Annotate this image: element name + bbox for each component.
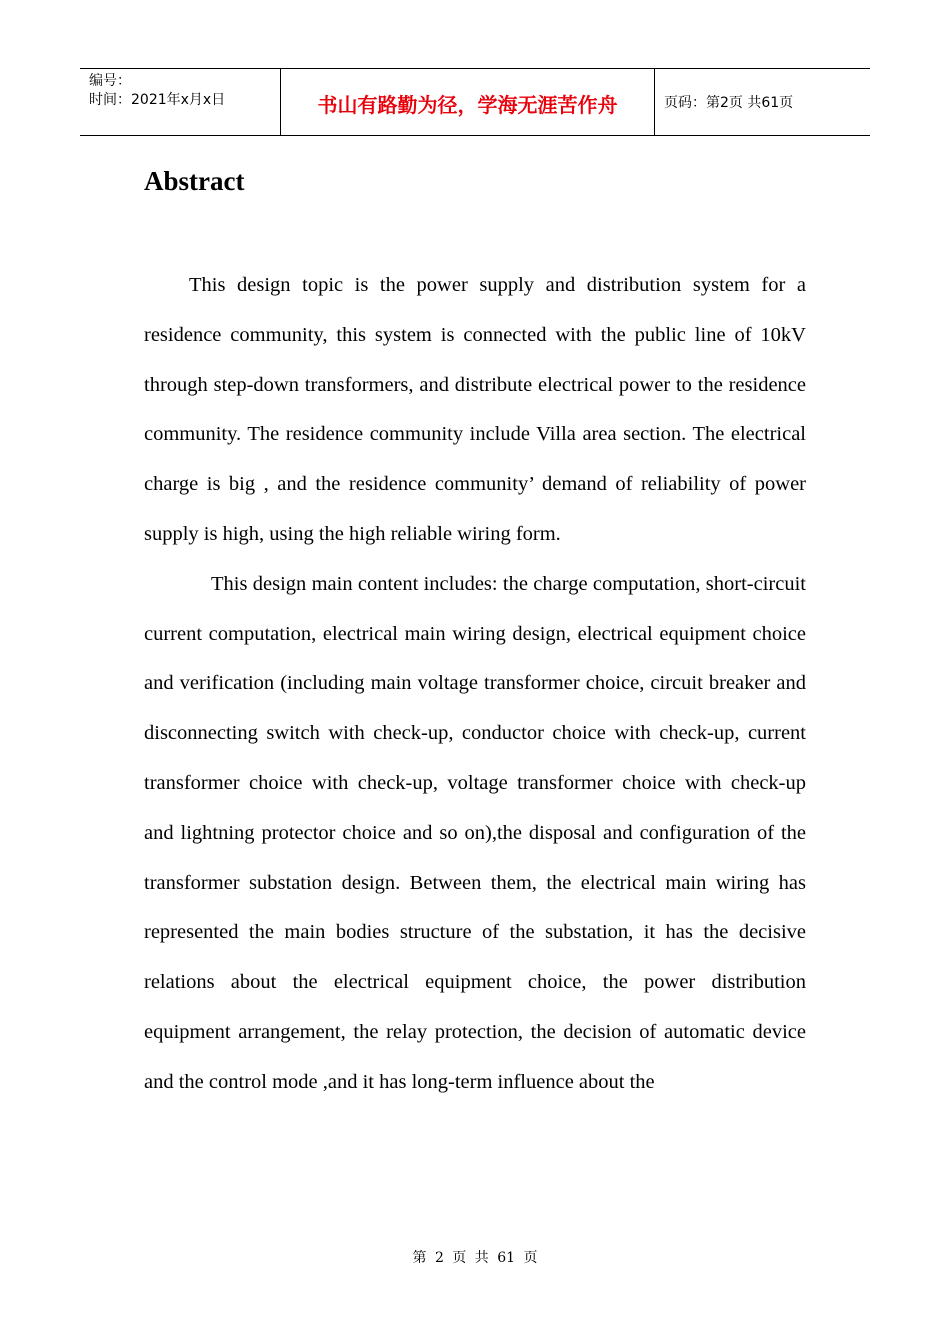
header-meta-cell bbox=[80, 69, 281, 135]
page-header bbox=[80, 68, 870, 136]
header-motto: 书山有路勤为径，学海无涯苦作舟 bbox=[317, 92, 618, 117]
document-date: 时间：2021年x月x日 bbox=[89, 92, 226, 108]
page-footer: 第 2 页 共 61 页 bbox=[412, 1250, 538, 1266]
header-page-info-cell bbox=[655, 69, 870, 135]
header-page-info: 页码：第2页 共61页 bbox=[664, 95, 794, 111]
abstract-paragraph-1: This design topic is the power supply and distribution system for a residence community, this system is connected with the public line of 10kV through step-down transformers, and distribute electrical power to the residence community. The residence community include Villa area section. The electrical charge is big , and the residence community’ demand of reliability of power supply is high, using the high reliable wiring form. bbox=[144, 274, 806, 545]
abstract-body bbox=[144, 261, 806, 1108]
header-motto-cell bbox=[281, 69, 655, 135]
abstract-title: Abstract bbox=[144, 166, 245, 196]
document-number-label: 编号： bbox=[89, 73, 131, 89]
abstract-paragraph-2: This design main content includes: the charge computation, short-circuit current computation, electrical main wiring design, electrical equipment choice and verification (including main voltage transformer choice, circuit breaker and disconnecting switch with check-up, conductor choice with check-up, current transformer choice with check-up, voltage transformer choice with check-up and lightning protector choice and so on),the disposal and configuration of the transformer substation design. Between them, the electrical main wiring has represented the main bodies structure of the substation, it has the decisive relations about the electrical equipment choice, the power distribution equipment arrangement, the relay protection, the decision of automatic device and the control mode ,and it has long-term influence about the bbox=[144, 572, 806, 1093]
